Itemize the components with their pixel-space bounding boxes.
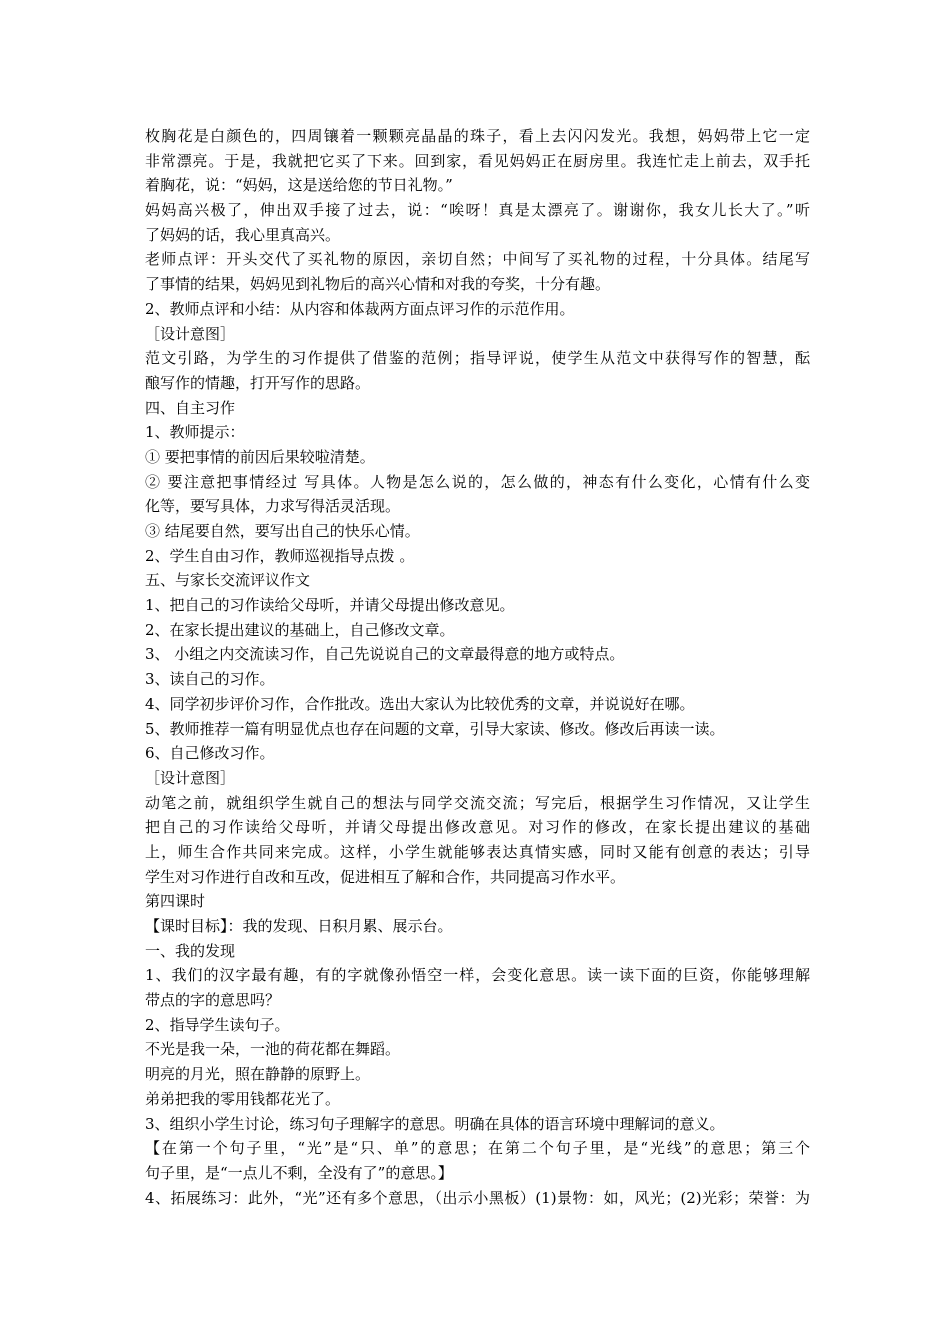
text-line: 学生对习作进行自改和互改，促进相互了解和合作，共同提高习作水平。 — [145, 867, 626, 886]
text-line: 2、在家长提出建议的基础上，自己修改文章。 — [145, 620, 455, 639]
text-line: 句子里，是“一点儿不剩，全没有了”的意思。】 — [145, 1163, 453, 1182]
text-line: 【在第一个句子里，“光”是“只、单”的意思；在第二个句子里，是“光线”的意思；第三个 — [145, 1139, 810, 1158]
text-line: ③ 结尾要自然，要写出自己的快乐心情。 — [145, 522, 420, 540]
text-line: 了妈妈的话，我心里真高兴。 — [145, 225, 341, 244]
text-line: ［设计意图］ — [145, 768, 236, 787]
text-line: 3、组织小学生讨论，练习句子理解字的意思。明确在具体的语言环境中理解词的意义。 — [145, 1114, 725, 1133]
text-line: 弟弟把我的零用钱都花光了。 — [145, 1089, 341, 1108]
text-line: 2、教师点评和小结：从内容和体裁两方面点评习作的示范作用。 — [145, 299, 575, 318]
text-line: 1、教师提示： — [145, 423, 245, 442]
text-line: 把自己的习作读给父母听，并请父母提出修改意见。对习作的修改，在家长提出建议的基础 — [145, 818, 810, 837]
text-line: 非常漂亮。于是，我就把它买了下来。回到家，看见妈妈正在厨房里。我连忙走上前去，双手托 — [145, 151, 810, 170]
text-line: 不光是我一朵，一池的荷花都在舞蹈。 — [145, 1040, 401, 1059]
text-line: 动笔之前，就组织学生就自己的想法与同学交流交流；写完后，根据学生习作情况，又让学生 — [145, 793, 810, 812]
text-line: 带点的字的意思吗？ — [145, 991, 281, 1010]
text-line: 一、我的发现 — [145, 941, 236, 960]
text-line: 着胸花，说：“妈妈，这是送给您的节日礼物。” — [145, 176, 453, 195]
text-line: 老师点评：开头交代了买礼物的原因，亲切自然；中间写了买礼物的过程，十分具体。结尾写 — [145, 250, 810, 269]
text-line: ［设计意图］ — [145, 324, 236, 343]
text-line: 第四课时 — [145, 892, 206, 911]
text-line: 了事情的结果，妈妈见到礼物后的高兴心情和对我的夸奖，十分有趣。 — [145, 275, 611, 294]
document-body — [145, 124, 810, 1210]
text-line: ① 要把事情的前因后果较啦清楚。 — [145, 447, 375, 466]
text-line: 2、指导学生读句子。 — [145, 1015, 290, 1034]
text-line: 范文引路，为学生的习作提供了借鉴的范例；指导评说，使学生从范文中获得写作的智慧，酝 — [145, 349, 810, 368]
text-line: 上，师生合作共同来完成。这样，小学生就能够表达真情实感，同时又能有创意的表达；引导 — [145, 842, 810, 861]
text-line: 化等，要写具体，力求写得活灵活现。 — [145, 497, 401, 516]
text-line: 1、把自己的习作读给父母听，并请父母提出修改意见。 — [145, 596, 515, 615]
text-line: 5、教师推荐一篇有明显优点也存在问题的文章，引导大家读、修改。修改后再读一读。 — [145, 719, 725, 738]
text-line: 4、拓展练习：此外，“光”还有多个意思，（出示小黑板）(1)景物：如，风光；(2)光彩；荣誉：为 — [145, 1188, 810, 1207]
text-line: 四、自主习作 — [145, 398, 236, 417]
text-line: 2、学生自由习作，教师巡视指导点拨 。 — [145, 546, 415, 565]
text-line: 明亮的月光，照在静静的原野上。 — [145, 1065, 371, 1084]
text-line: 3、 小组之内交流读习作，自己先说说自己的文章最得意的地方或特点。 — [145, 645, 625, 664]
text-line: 五、与家长交流评议作文 — [145, 571, 311, 590]
text-line: 4、同学初步评价习作，合作批改。选出大家认为比较优秀的文章，并说说好在哪。 — [145, 694, 695, 713]
text-line: 枚胸花是白颜色的，四周镶着一颗颗亮晶晶的珠子，看上去闪闪发光。我想，妈妈带上它一定 — [145, 127, 810, 145]
text-line: 酿写作的情趣，打开写作的思路。 — [145, 373, 371, 392]
text-line: 【课时目标】：我的发现、日积月累、展示台。 — [145, 917, 453, 935]
text-line: 1、我们的汉字最有趣，有的字就像孙悟空一样，会变化意思。读一读下面的巨资，你能够理解 — [145, 966, 810, 985]
text-line: 3、读自己的习作。 — [145, 670, 275, 689]
text-line: 妈妈高兴极了，伸出双手接了过去，说：“唉呀！真是太漂亮了。谢谢你，我女儿长大了。”听 — [145, 201, 810, 220]
text-line: 6、自己修改习作。 — [145, 744, 275, 763]
text-line: ② 要注意把事情经过 写具体。人物是怎么说的，怎么做的，神态有什么变化，心情有什么变 — [145, 472, 810, 491]
